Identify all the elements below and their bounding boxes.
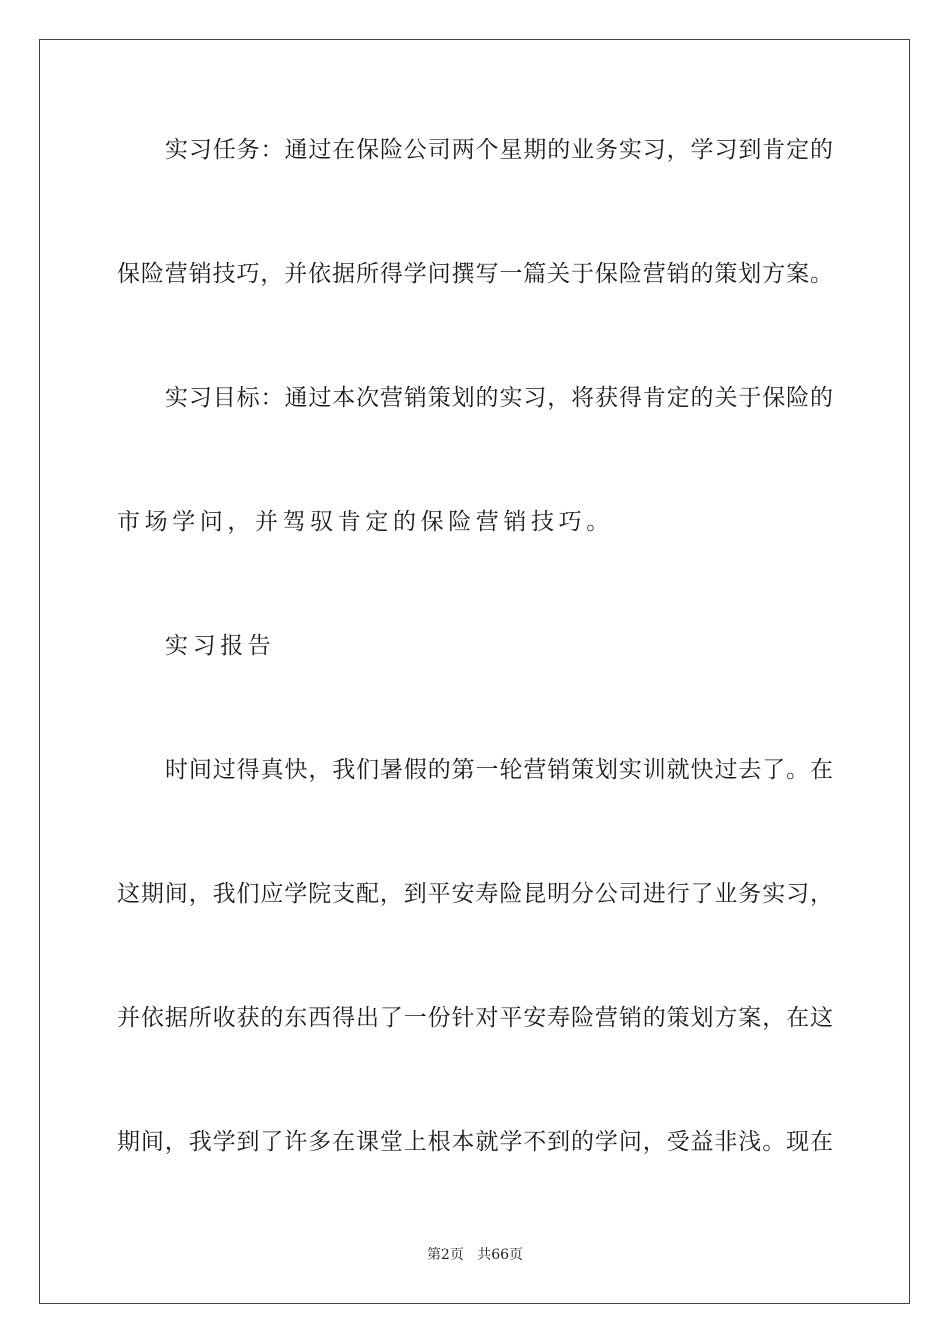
page-footer [0,1245,950,1265]
paragraph-line-task-cont: 保险营销技巧，并依据所得学问撰写一篇关于保险营销的策划方案。 [117,261,833,287]
paragraph-line-task: 实习任务：通过在保险公司两个星期的业务实习，学习到肯定的 [165,137,833,163]
paragraph-line-report-1: 时间过得真快，我们暑假的第一轮营销策划实训就快过去了。在 [165,757,833,783]
paragraph-line-report-3: 并依据所收获的东西得出了一份针对平安寿险营销的策划方案，在这 [117,1005,833,1031]
paragraph-line-goal-cont: 市场学问，并驾驭肯定的保险营销技巧。 [117,509,614,535]
total-page-count: 共66页 [477,1247,524,1263]
paragraph-line-report-2: 这期间，我们应学院支配，到平安寿险昆明分公司进行了业务实习， [117,881,833,907]
current-page-number: 第2页 [426,1247,464,1263]
page-border [39,39,910,1304]
paragraph-line-goal: 实习目标：通过本次营销策划的实习，将获得肯定的关于保险的 [165,385,833,411]
section-heading: 实习报告 [165,633,276,659]
paragraph-line-report-4: 期间，我学到了许多在课堂上根本就学不到的学问，受益非浅。现在 [117,1129,833,1155]
